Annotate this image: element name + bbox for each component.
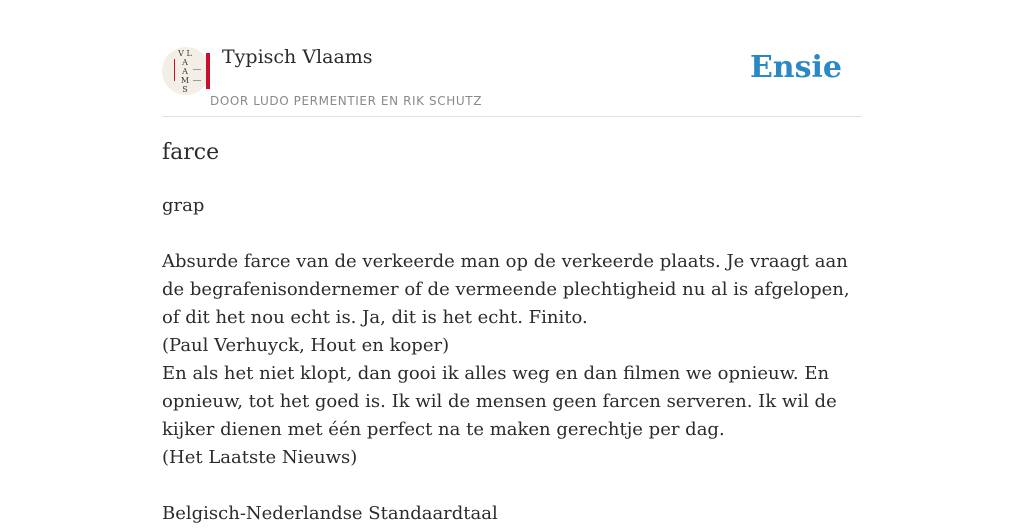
quote-source: (Paul Verhuyck, Hout en koper)	[162, 335, 450, 356]
avatar[interactable]	[162, 47, 210, 95]
spacer	[162, 472, 862, 500]
avatar-red-line	[174, 59, 175, 81]
quote-source: (Het Laatste Nieuws)	[162, 447, 358, 468]
byline: DOOR LUDO PERMENTIER EN RIK SCHUTZ	[210, 94, 483, 108]
quote-text: Absurde farce van de verkeerde man op de verkeerde plaats. Je vraagt aan de begrafenisondernemer of de vermeende plechtigheid nu al is afgelopen, of dit het nou echt is. Ja, dit is het echt. Finito.	[162, 251, 850, 328]
entry-term: farce	[162, 140, 220, 165]
avatar-red-stripe	[206, 53, 210, 89]
avatar-fine-print	[193, 69, 201, 81]
entry-content	[162, 192, 862, 528]
entry-definition: grap	[162, 195, 205, 216]
quote-text: En als het niet klopt, dan gooi ik alles weg en dan filmen we opnieuw. En opnieuw, tot het goed is. Ik wil de mensen geen farcen serveren. Ik wil de kijker dienen met één perfect na te maken gerechtje per dag.	[162, 363, 837, 440]
site-header	[162, 44, 862, 117]
brand-logo[interactable]: Ensie	[749, 50, 842, 85]
spacer	[162, 220, 862, 248]
language-label: Belgisch-Nederlandse Standaardtaal	[162, 503, 498, 524]
site-title[interactable]: Typisch Vlaams	[222, 46, 373, 68]
avatar-letters: V L A A M S	[178, 49, 192, 94]
